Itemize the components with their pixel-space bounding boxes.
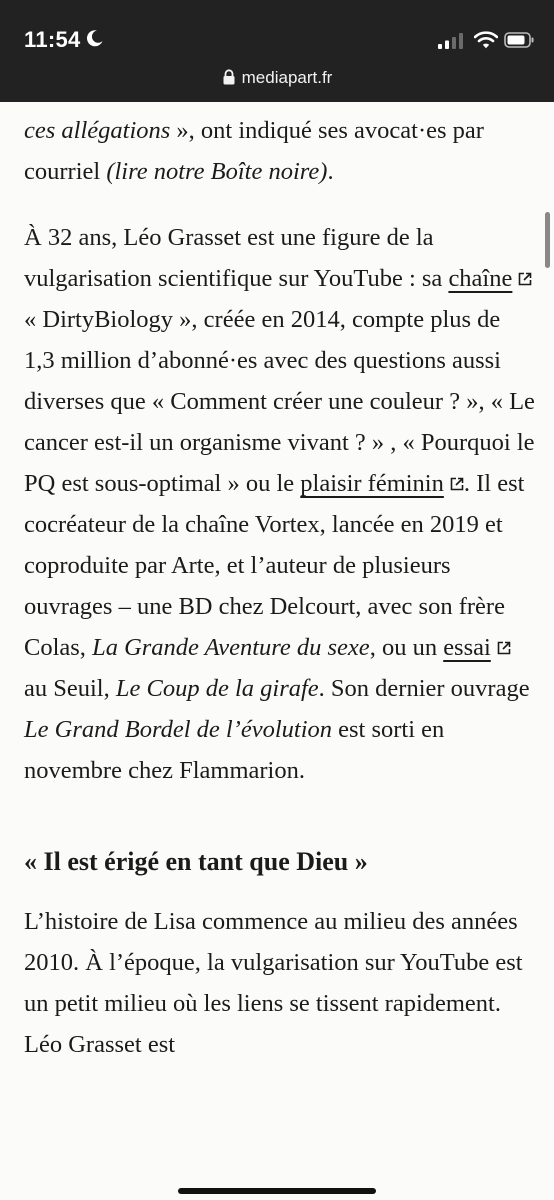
paragraph-text: », ont indiqué ses avocat·es par courriel	[24, 117, 484, 185]
paragraph-leo-grasset	[24, 217, 536, 791]
moon-icon	[86, 29, 104, 47]
paragraph-text: « DirtyBiology », créée en 2014, compte plus de 1,3 million d’abonné·es avec des questions aussi diverses que « Comment créer une couleur ? », « Le cancer est-il un organisme vivant ? » , « Pourquoi le PQ est sous-optimal » ou le	[24, 306, 535, 497]
cellular-signal-icon	[438, 33, 464, 49]
article-body	[24, 102, 536, 1065]
paragraph-text: . Il est cocréateur de la chaîne Vortex, lancée en 2019 et coproduite par Arte, et l’auteur de plusieurs ouvrages – une BD chez Delcourt, avec son frère Colas,	[24, 470, 525, 661]
wifi-icon	[474, 31, 498, 49]
book-title: Le Coup de la girafe	[115, 675, 319, 702]
external-link-icon	[450, 477, 464, 491]
paragraph-text: , ou un	[369, 634, 444, 661]
link-chaine[interactable]: chaîne	[448, 265, 513, 292]
paragraph-text: est sorti en novembre chez Flammarion.	[24, 716, 445, 784]
battery-icon	[504, 32, 534, 48]
status-time: 11:54	[24, 27, 81, 52]
scrollbar[interactable]	[545, 212, 550, 268]
lock-icon	[222, 69, 236, 85]
paragraph-text: À 32 ans, Léo Grasset est une figure de la vulgarisation scientifique sur YouTube : sa	[24, 224, 449, 292]
status-bar	[0, 0, 554, 102]
paragraph-text: au Seuil,	[24, 675, 116, 702]
paragraph-lisa: L’histoire de Lisa commence au milieu des années 2010. À l’époque, la vulgarisation sur YouTube est un petit milieu où les liens se tissent rapidement. Léo Grasset est	[24, 908, 523, 1058]
paragraph-allegations	[24, 110, 536, 192]
home-indicator[interactable]	[178, 1188, 376, 1194]
boite-noire-note: (lire notre Boîte noire)	[106, 158, 328, 185]
paragraph-text: . Son dernier ouvrage	[318, 675, 530, 702]
external-link-icon	[518, 272, 532, 286]
external-link-icon	[497, 641, 511, 655]
book-title: Le Grand Bordel de l’évolution	[24, 716, 333, 743]
quote-allegations: ces allégations	[24, 117, 171, 144]
paragraph-text: .	[327, 158, 334, 185]
link-plaisir-feminin[interactable]: plaisir féminin	[300, 470, 444, 497]
link-essai[interactable]: essai	[443, 634, 491, 661]
section-heading: « Il est érigé en tant que Dieu »	[24, 847, 368, 876]
address-bar[interactable]	[0, 68, 554, 94]
book-title: La Grande Aventure du sexe	[92, 634, 370, 661]
address-domain: mediapart.fr	[241, 68, 333, 87]
